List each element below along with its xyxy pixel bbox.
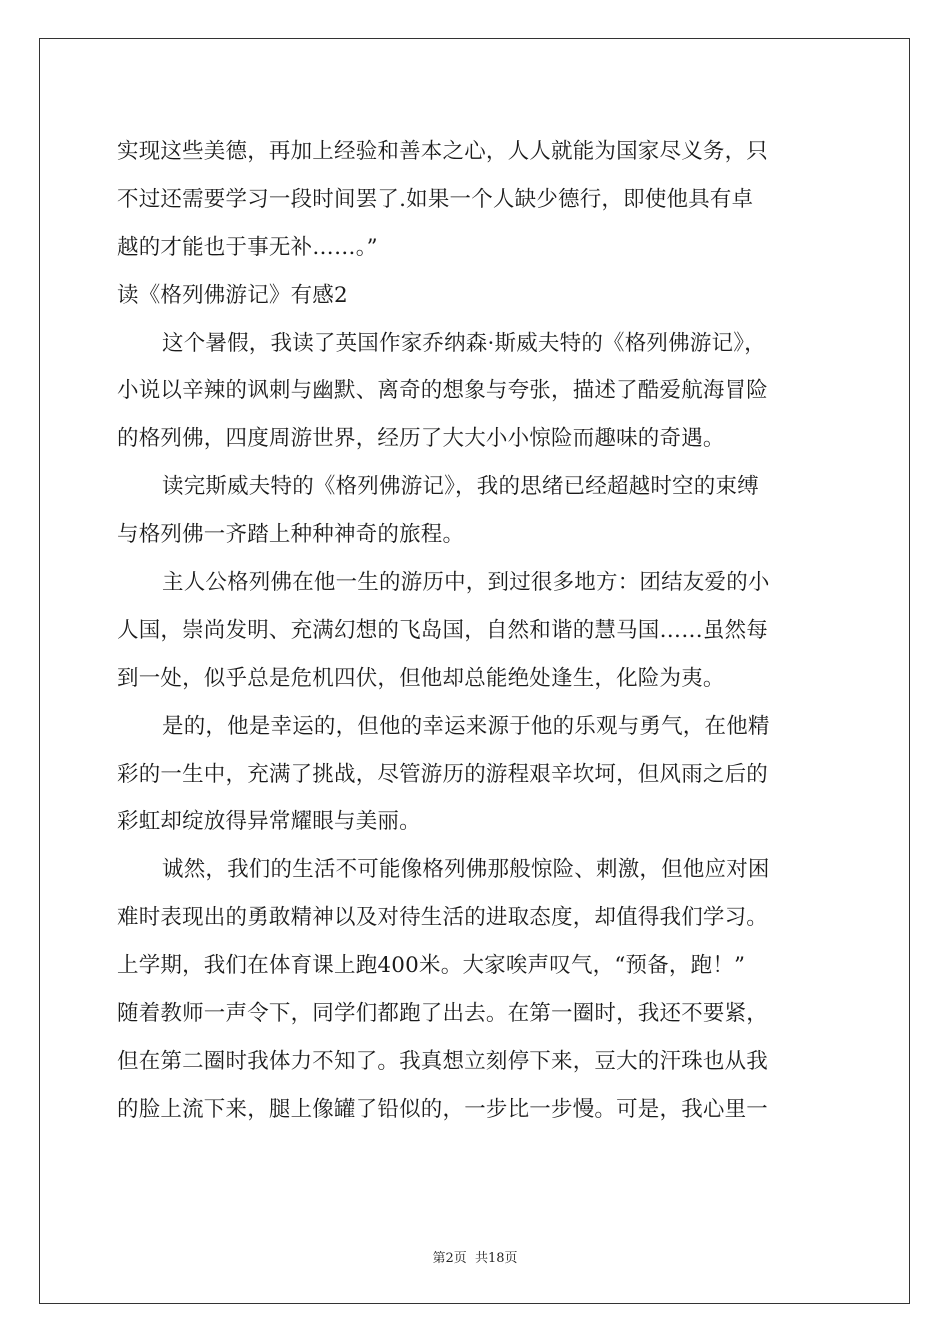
- text-line: 彩虹却绽放得异常耀眼与美丽。: [117, 809, 421, 835]
- text-line: 彩的一生中，充满了挑战，尽管游历的游程艰辛坎坷，但风雨之后的: [117, 761, 769, 787]
- paragraph-first-line: 这个暑假，我读了英国作家乔纳森·斯威夫特的《格列佛游记》，: [162, 330, 766, 356]
- text-line: 的脸上流下来，腿上像罐了铅似的，一步比一步慢。可是，我心里一: [117, 1096, 769, 1122]
- text-line: 不过还需要学习一段时间罢了.如果一个人缺少德行，即使他具有卓: [117, 186, 754, 212]
- text-line: 到一处，似乎总是危机四伏，但他却总能绝处逢生，化险为夷。: [117, 665, 725, 691]
- text-line: 随着教师一声令下，同学们都跑了出去。在第一圈时，我还不要紧，: [117, 1001, 769, 1027]
- document-body: [117, 128, 839, 1134]
- paragraph-first-line: 诚然，我们的生活不可能像格列佛那般惊险、刺激，但他应对困: [162, 857, 770, 883]
- page-footer: [0, 1247, 950, 1266]
- page-total: 共18页: [474, 1251, 518, 1266]
- paragraph-first-line: 读完斯威夫特的《格列佛游记》，我的思绪已经超越时空的束缚: [162, 474, 759, 500]
- section-heading: 读《格列佛游记》有感2: [117, 282, 348, 308]
- text-line: 但在第二圈时我体力不知了。我真想立刻停下来，豆大的汗珠也从我: [117, 1048, 769, 1074]
- text-line: 上学期，我们在体育课上跑400米。大家唉声叹气，“预备，跑！”: [117, 953, 746, 979]
- paragraph-first-line: 是的，他是幸运的，但他的幸运来源于他的乐观与勇气，在他精: [162, 713, 770, 739]
- paragraph-first-line: 主人公格列佛在他一生的游历中，到过很多地方：团结友爱的小: [162, 570, 770, 596]
- page-number: 第2页: [432, 1251, 467, 1266]
- text-line: 难时表现出的勇敢精神以及对待生活的进取态度，却值得我们学习。: [117, 905, 769, 931]
- text-line: 小说以辛辣的讽刺与幽默、离奇的想象与夸张，描述了酷爱航海冒险: [117, 378, 769, 404]
- text-line: 与格列佛一齐踏上种种神奇的旅程。: [117, 522, 465, 548]
- text-line: 人国，崇尚发明、充满幻想的飞岛国，自然和谐的慧马国……虽然每: [117, 617, 769, 643]
- text-line: 的格列佛，四度周游世界，经历了大大小小惊险而趣味的奇遇。: [117, 426, 725, 452]
- text-line: 实现这些美德，再加上经验和善本之心，人人就能为国家尽义务，只: [117, 139, 769, 164]
- text-line: 越的才能也于事无补……。”: [117, 234, 378, 260]
